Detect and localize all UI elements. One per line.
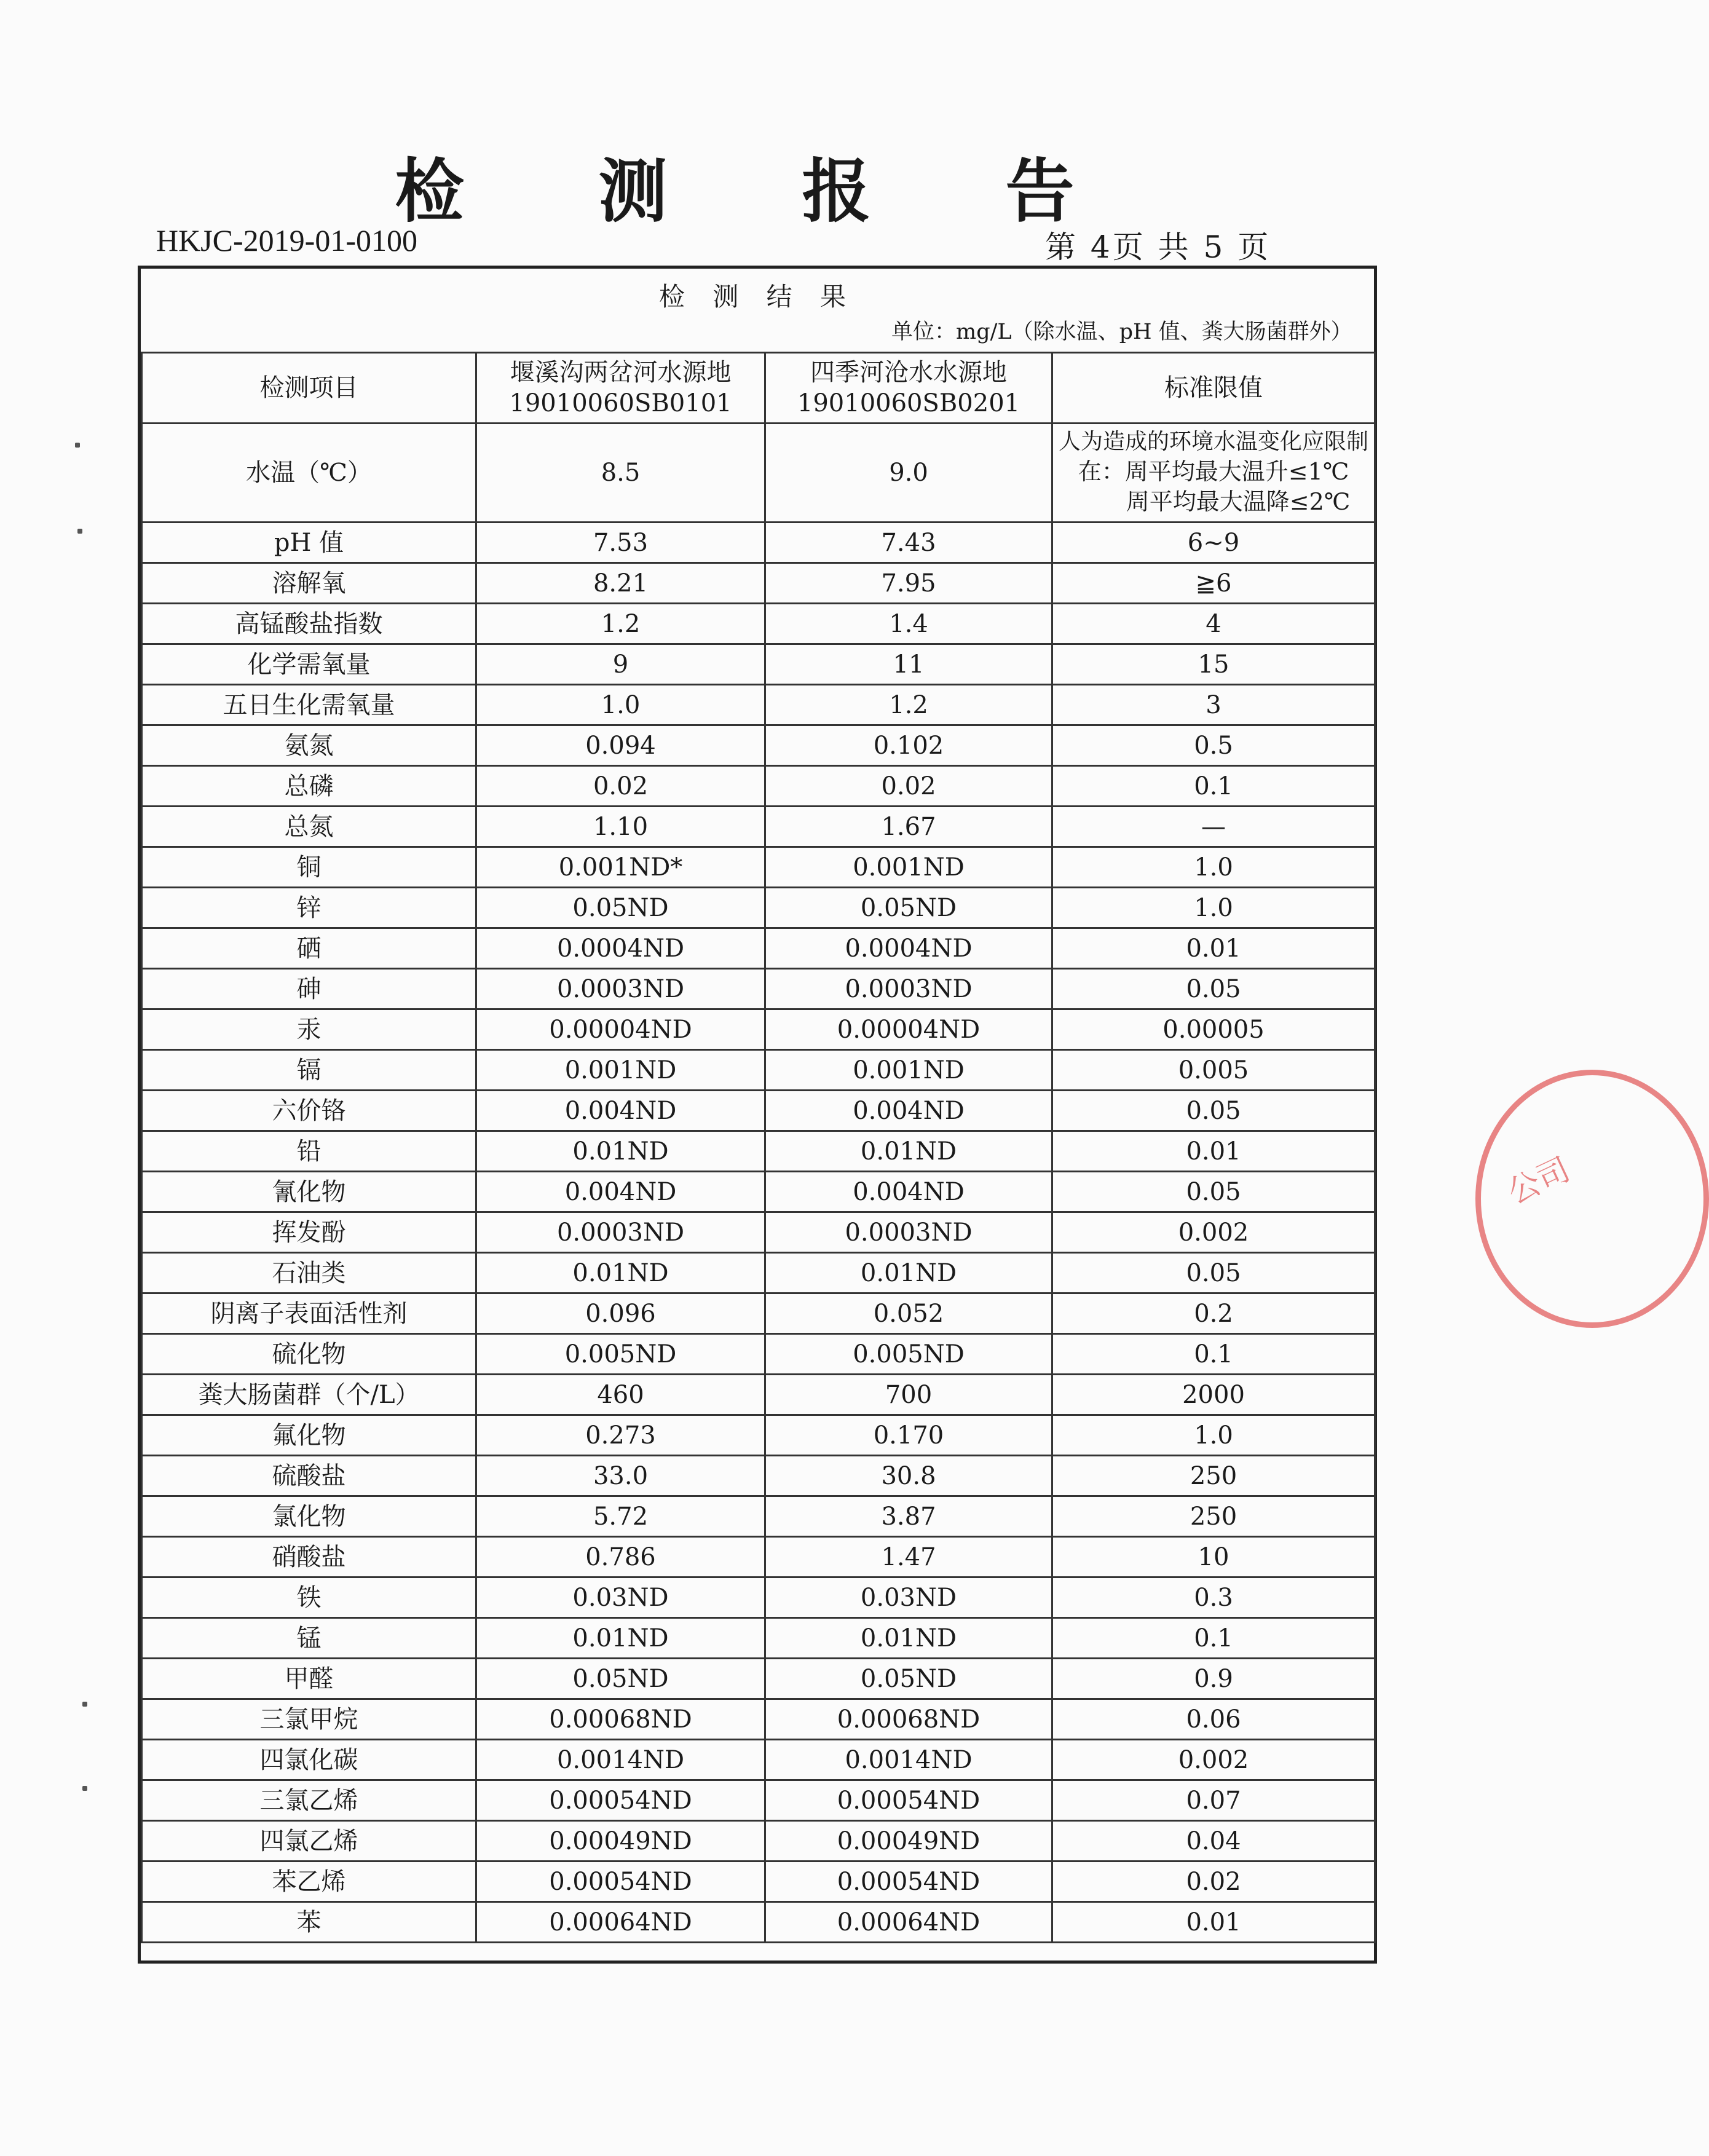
row-site2-value: 0.02 <box>765 766 1052 807</box>
row-site2-value: 1.2 <box>765 685 1052 725</box>
row-site1-value: 0.0014ND <box>476 1740 765 1780</box>
row-item: 石油类 <box>142 1253 476 1293</box>
row-site2-value: 0.01ND <box>765 1131 1052 1172</box>
row-item: 汞 <box>142 1009 476 1050</box>
row-item: 五日生化需氧量 <box>142 685 476 725</box>
row-item: 高锰酸盐指数 <box>142 604 476 644</box>
table-row <box>142 685 1375 725</box>
row-site1-value: 0.05ND <box>476 888 765 928</box>
row-site1-value: 5.72 <box>476 1496 765 1537</box>
water-temp-row <box>142 424 1375 523</box>
row-site2-value: 0.102 <box>765 725 1052 766</box>
row-site2-value: 0.01ND <box>765 1253 1052 1293</box>
row-limit-value: 0.06 <box>1052 1699 1375 1740</box>
table-row <box>142 1578 1375 1618</box>
row-site2-value: 0.05ND <box>765 1659 1052 1699</box>
row-limit-value: 0.02 <box>1052 1862 1375 1902</box>
row-limit-value: 0.5 <box>1052 725 1375 766</box>
row-site1-value: 0.004ND <box>476 1091 765 1131</box>
row-site1-value: 0.00004ND <box>476 1009 765 1050</box>
row-limit-value: 0.05 <box>1052 1172 1375 1212</box>
row-site2-value: 0.001ND <box>765 847 1052 888</box>
row-site2-value: 0.00068ND <box>765 1699 1052 1740</box>
row-limit-value: 15 <box>1052 644 1375 685</box>
row-item: 阴离子表面活性剂 <box>142 1293 476 1334</box>
row-item: 总氮 <box>142 807 476 847</box>
row-site2-value: 0.00004ND <box>765 1009 1052 1050</box>
table-row <box>142 1293 1375 1334</box>
row-site1-value: 0.01ND <box>476 1131 765 1172</box>
row-site1-value: 0.00054ND <box>476 1862 765 1902</box>
row-item: 总磷 <box>142 766 476 807</box>
table-row <box>142 604 1375 644</box>
row-item: 溶解氧 <box>142 563 476 604</box>
table-row <box>142 1496 1375 1537</box>
row-site2-value: 0.005ND <box>765 1334 1052 1375</box>
header-limit: 标准限值 <box>1052 353 1375 424</box>
row-site2-value: 3.87 <box>765 1496 1052 1537</box>
table-row <box>142 1902 1375 1943</box>
page-info: 第 4页 共 5 页 <box>1045 229 1271 265</box>
company-seal-text: 公司 <box>1502 1151 1576 1212</box>
water-temp-item: 水温（℃） <box>142 424 476 523</box>
row-limit-value: 0.01 <box>1052 1902 1375 1943</box>
row-item: 砷 <box>142 969 476 1009</box>
row-item: 粪大肠菌群（个/L） <box>142 1375 476 1415</box>
row-item: 锰 <box>142 1618 476 1659</box>
scan-speck <box>82 1786 87 1791</box>
water-temp-limit-line3: 周平均最大温降≤2℃ <box>1126 488 1351 516</box>
row-limit-value: ≧6 <box>1052 563 1375 604</box>
report-title: 检 测 报 告 <box>395 152 1130 232</box>
row-item: 铁 <box>142 1578 476 1618</box>
row-limit-value: 0.1 <box>1052 1334 1375 1375</box>
row-site2-value: 0.0004ND <box>765 928 1052 969</box>
row-limit-value: 0.1 <box>1052 766 1375 807</box>
row-site1-value: 0.094 <box>476 725 765 766</box>
row-limit-value: 0.05 <box>1052 969 1375 1009</box>
table-row <box>142 1740 1375 1780</box>
header-item: 检测项目 <box>142 353 476 424</box>
row-item: 硫酸盐 <box>142 1456 476 1496</box>
row-item: 四氯化碳 <box>142 1740 476 1780</box>
row-site2-value: 0.03ND <box>765 1578 1052 1618</box>
row-site2-value: 0.00064ND <box>765 1902 1052 1943</box>
row-site1-value: 460 <box>476 1375 765 1415</box>
row-limit-value: 250 <box>1052 1496 1375 1537</box>
water-temp-limit <box>1052 424 1375 523</box>
table-row <box>142 1009 1375 1050</box>
table-row <box>142 1659 1375 1699</box>
row-site2-value: 0.01ND <box>765 1618 1052 1659</box>
row-site2-value: 7.95 <box>765 563 1052 604</box>
row-item: 苯乙烯 <box>142 1862 476 1902</box>
row-site1-value: 0.273 <box>476 1415 765 1456</box>
table-row <box>142 1699 1375 1740</box>
row-site1-value: 1.2 <box>476 604 765 644</box>
table-row <box>142 1618 1375 1659</box>
row-limit-value: 250 <box>1052 1456 1375 1496</box>
scan-speck <box>75 443 80 448</box>
row-limit-value: 0.07 <box>1052 1780 1375 1821</box>
report-number: HKJC-2019-01-0100 <box>156 223 417 258</box>
row-item: 四氯乙烯 <box>142 1821 476 1862</box>
row-limit-value: 0.002 <box>1052 1740 1375 1780</box>
row-site2-value: 0.004ND <box>765 1091 1052 1131</box>
row-item: pH 值 <box>142 523 476 563</box>
table-row <box>142 563 1375 604</box>
row-limit-value: 0.04 <box>1052 1821 1375 1862</box>
row-limit-value: 0.01 <box>1052 1131 1375 1172</box>
unit-note: 单位：mg/L（除水温、pH 值、粪大肠菌群外） <box>891 320 1352 344</box>
row-site2-value: 0.00049ND <box>765 1821 1052 1862</box>
row-item: 氰化物 <box>142 1172 476 1212</box>
row-limit-value: 1.0 <box>1052 1415 1375 1456</box>
row-item: 甲醛 <box>142 1659 476 1699</box>
row-item: 化学需氧量 <box>142 644 476 685</box>
table-row <box>142 1253 1375 1293</box>
company-seal <box>1475 1070 1709 1328</box>
row-limit-value: 0.00005 <box>1052 1009 1375 1050</box>
scan-speck <box>82 1702 87 1707</box>
row-limit-value: 0.05 <box>1052 1091 1375 1131</box>
table-row <box>142 523 1375 563</box>
table-row <box>142 1862 1375 1902</box>
table-row <box>142 1415 1375 1456</box>
header-site1-name: 堰溪沟两岔河水源地 <box>510 358 732 387</box>
row-item: 三氯甲烷 <box>142 1699 476 1740</box>
table-row <box>142 1172 1375 1212</box>
table-row <box>142 1456 1375 1496</box>
row-site2-value: 0.0003ND <box>765 1212 1052 1253</box>
row-site2-value: 1.67 <box>765 807 1052 847</box>
row-item: 挥发酚 <box>142 1212 476 1253</box>
row-item: 硒 <box>142 928 476 969</box>
row-site2-value: 0.05ND <box>765 888 1052 928</box>
row-item: 铜 <box>142 847 476 888</box>
row-limit-value: 4 <box>1052 604 1375 644</box>
table-row <box>142 1537 1375 1578</box>
row-item: 锌 <box>142 888 476 928</box>
table-row <box>142 1821 1375 1862</box>
header-site1 <box>476 353 765 424</box>
row-site1-value: 0.00049ND <box>476 1821 765 1862</box>
row-site1-value: 0.096 <box>476 1293 765 1334</box>
row-site1-value: 1.10 <box>476 807 765 847</box>
table-row <box>142 1212 1375 1253</box>
row-site1-value: 0.03ND <box>476 1578 765 1618</box>
results-table <box>141 352 1376 1943</box>
water-temp-site1: 8.5 <box>476 424 765 523</box>
row-site1-value: 0.01ND <box>476 1253 765 1293</box>
table-row <box>142 1780 1375 1821</box>
row-limit-value: 0.005 <box>1052 1050 1375 1091</box>
row-limit-value: 0.1 <box>1052 1618 1375 1659</box>
header-site1-code: 19010060SB0101 <box>509 389 732 417</box>
row-item: 苯 <box>142 1902 476 1943</box>
row-site1-value: 0.02 <box>476 766 765 807</box>
row-site1-value: 8.21 <box>476 563 765 604</box>
row-site1-value: 33.0 <box>476 1456 765 1496</box>
water-temp-limit-line2: 在：周平均最大温升≤1℃ <box>1078 458 1349 485</box>
row-site1-value: 0.00068ND <box>476 1699 765 1740</box>
row-site2-value: 0.00054ND <box>765 1780 1052 1821</box>
row-site1-value: 0.001ND <box>476 1050 765 1091</box>
row-item: 三氯乙烯 <box>142 1780 476 1821</box>
row-item: 六价铬 <box>142 1091 476 1131</box>
table-row <box>142 1334 1375 1375</box>
header-site2-name: 四季河沧水水源地 <box>810 358 1007 387</box>
table-row <box>142 1050 1375 1091</box>
row-site1-value: 0.0003ND <box>476 969 765 1009</box>
table-row <box>142 847 1375 888</box>
table-row <box>142 1091 1375 1131</box>
results-section-title: 检 测 结 果 <box>658 282 856 312</box>
row-site1-value: 0.786 <box>476 1537 765 1578</box>
row-site1-value: 7.53 <box>476 523 765 563</box>
row-site1-value: 0.004ND <box>476 1172 765 1212</box>
table-header-row <box>142 353 1375 424</box>
row-site1-value: 9 <box>476 644 765 685</box>
table-row <box>142 725 1375 766</box>
table-row <box>142 807 1375 847</box>
row-item: 硫化物 <box>142 1334 476 1375</box>
row-site2-value: 0.001ND <box>765 1050 1052 1091</box>
row-site1-value: 0.0004ND <box>476 928 765 969</box>
row-site2-value: 0.004ND <box>765 1172 1052 1212</box>
table-row <box>142 644 1375 685</box>
row-limit-value: 10 <box>1052 1537 1375 1578</box>
scan-speck <box>77 529 82 534</box>
row-limit-value: 6~9 <box>1052 523 1375 563</box>
table-row <box>142 928 1375 969</box>
row-site1-value: 0.05ND <box>476 1659 765 1699</box>
water-temp-limit-line1: 人为造成的环境水温变化应限制 <box>1058 429 1368 455</box>
table-row <box>142 1131 1375 1172</box>
row-site2-value: 7.43 <box>765 523 1052 563</box>
header-site2 <box>765 353 1052 424</box>
row-site2-value: 0.0014ND <box>765 1740 1052 1780</box>
row-site1-value: 0.001ND* <box>476 847 765 888</box>
row-site2-value: 1.4 <box>765 604 1052 644</box>
row-site2-value: 0.0003ND <box>765 969 1052 1009</box>
row-limit-value: 0.9 <box>1052 1659 1375 1699</box>
row-limit-value: 0.01 <box>1052 928 1375 969</box>
row-limit-value: 1.0 <box>1052 888 1375 928</box>
row-site2-value: 0.170 <box>765 1415 1052 1456</box>
table-row <box>142 969 1375 1009</box>
row-item: 铅 <box>142 1131 476 1172</box>
row-site2-value: 1.47 <box>765 1537 1052 1578</box>
row-site1-value: 0.0003ND <box>476 1212 765 1253</box>
row-site2-value: 30.8 <box>765 1456 1052 1496</box>
row-limit-value: 0.05 <box>1052 1253 1375 1293</box>
row-site1-value: 1.0 <box>476 685 765 725</box>
row-site1-value: 0.01ND <box>476 1618 765 1659</box>
row-limit-value: — <box>1052 807 1375 847</box>
row-site2-value: 0.052 <box>765 1293 1052 1334</box>
water-temp-site2: 9.0 <box>765 424 1052 523</box>
row-item: 硝酸盐 <box>142 1537 476 1578</box>
row-site2-value: 700 <box>765 1375 1052 1415</box>
row-item: 镉 <box>142 1050 476 1091</box>
row-site2-value: 0.00054ND <box>765 1862 1052 1902</box>
row-limit-value: 0.002 <box>1052 1212 1375 1253</box>
table-row <box>142 766 1375 807</box>
row-item: 氨氮 <box>142 725 476 766</box>
row-limit-value: 2000 <box>1052 1375 1375 1415</box>
row-item: 氯化物 <box>142 1496 476 1537</box>
row-limit-value: 0.2 <box>1052 1293 1375 1334</box>
row-site2-value: 11 <box>765 644 1052 685</box>
row-limit-value: 1.0 <box>1052 847 1375 888</box>
row-limit-value: 0.3 <box>1052 1578 1375 1618</box>
row-limit-value: 3 <box>1052 685 1375 725</box>
header-site2-code: 19010060SB0201 <box>797 389 1020 417</box>
row-site1-value: 0.00054ND <box>476 1780 765 1821</box>
row-site1-value: 0.00064ND <box>476 1902 765 1943</box>
table-row <box>142 1375 1375 1415</box>
table-row <box>142 888 1375 928</box>
row-item: 氟化物 <box>142 1415 476 1456</box>
row-site1-value: 0.005ND <box>476 1334 765 1375</box>
